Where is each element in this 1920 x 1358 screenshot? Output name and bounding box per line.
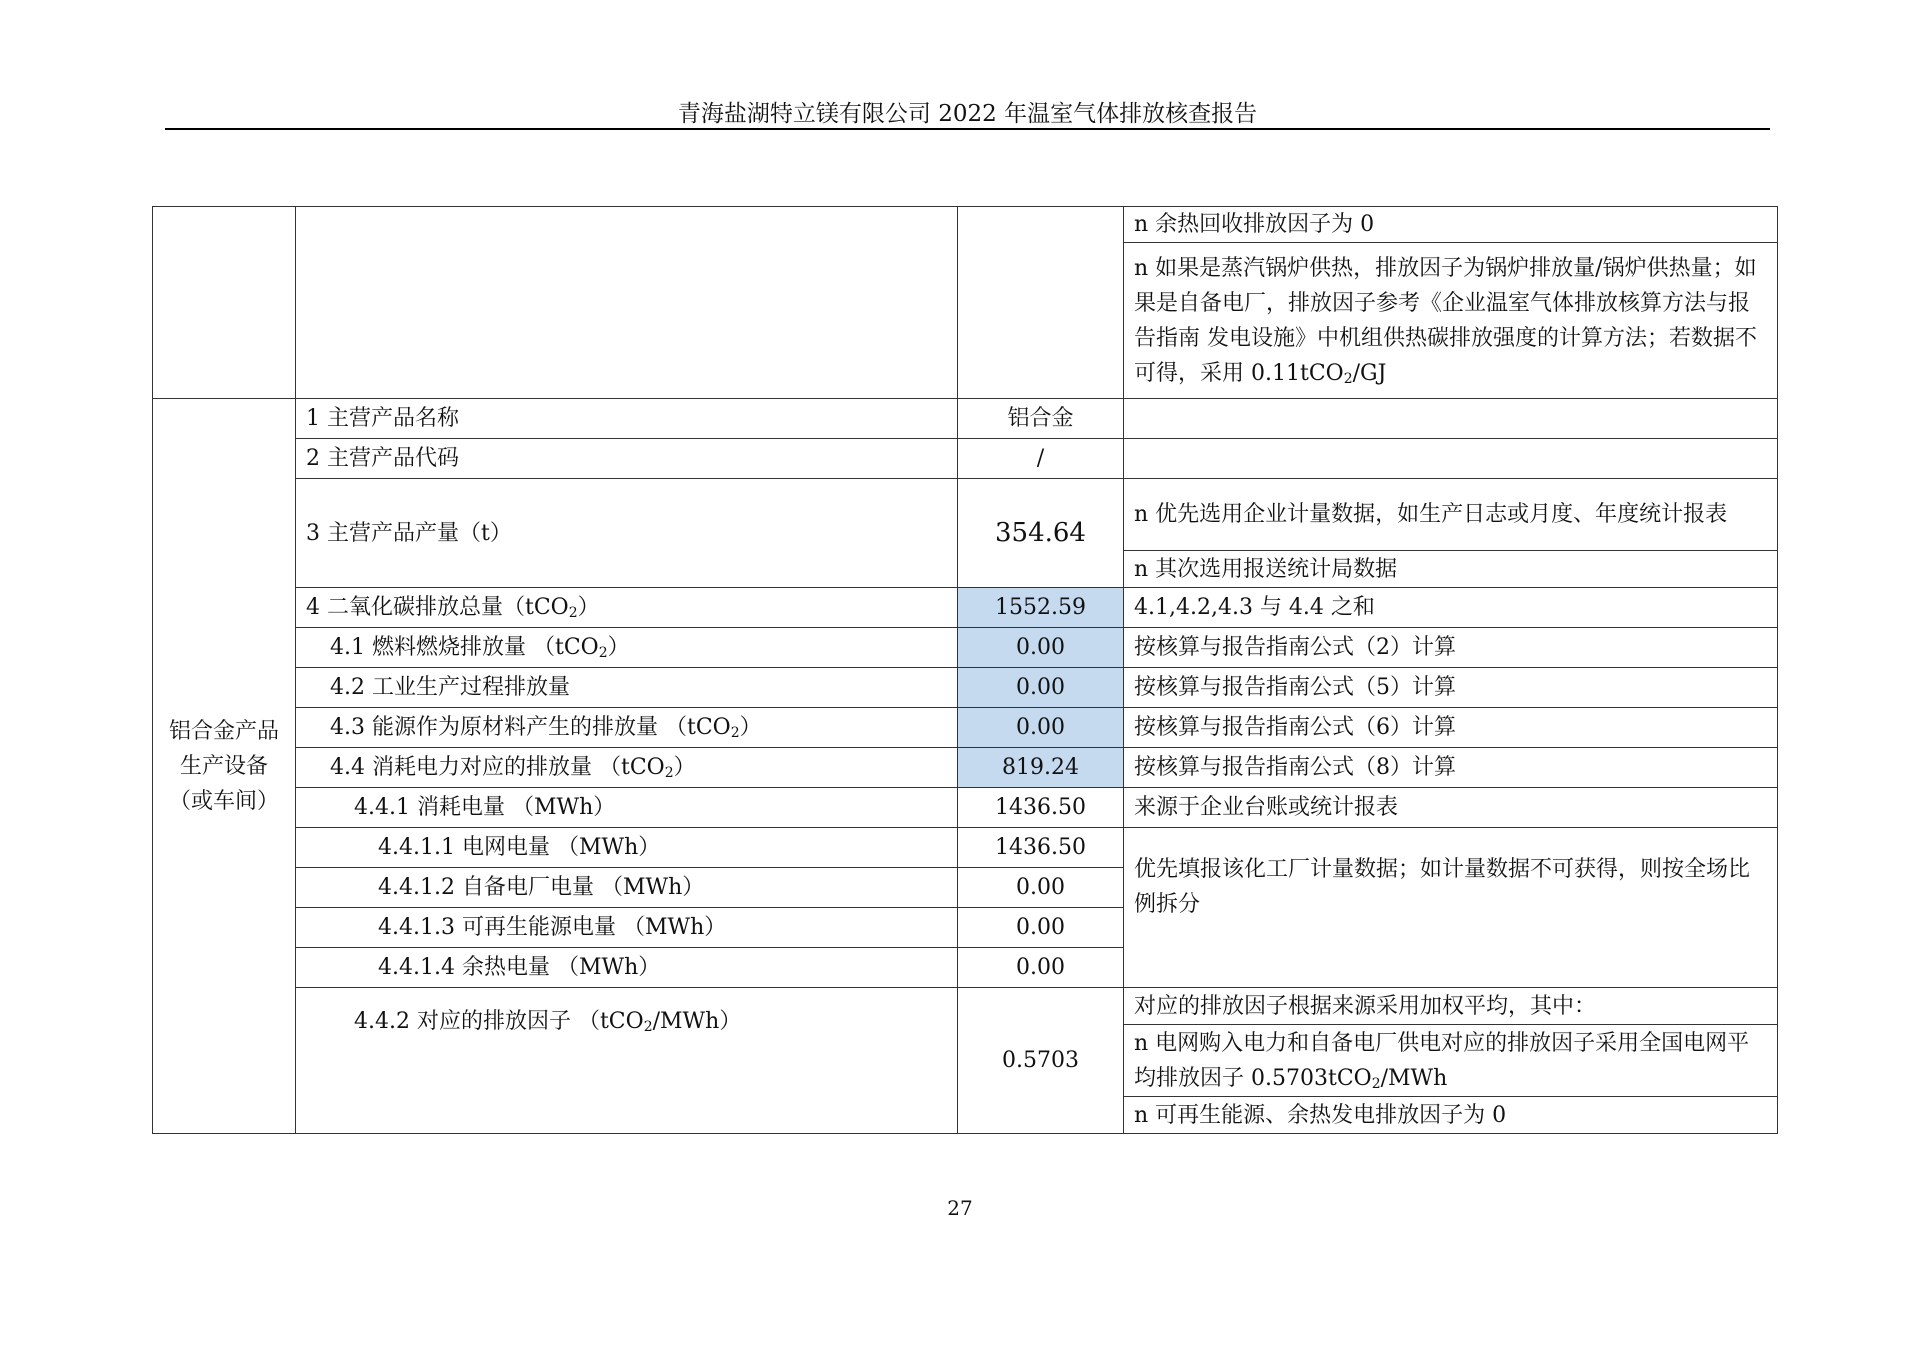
- row-value: 1436.50: [958, 788, 1124, 828]
- row-value: 354.64: [958, 479, 1124, 588]
- table-row: [153, 588, 1778, 628]
- row-label: 4.1 燃料燃烧排放量 （tCO$_2$）: [296, 628, 958, 668]
- emissions-table: [152, 206, 1778, 1134]
- row-note: 优先填报该化工厂计量数据；如计量数据不可获得，则按全场比例拆分: [1124, 828, 1778, 988]
- row-note: n 可再生能源、余热发电排放因子为 0: [1124, 1097, 1778, 1134]
- row-value: 铝合金: [958, 399, 1124, 439]
- row-value: 1552.59: [958, 588, 1124, 628]
- row-note: 按核算与报告指南公式（6）计算: [1124, 708, 1778, 748]
- table-row: [153, 828, 1778, 868]
- row-label: 4.4.2 对应的排放因子 （tCO$_2$/MWh）: [296, 988, 958, 1134]
- row-label: 4.4 消耗电力对应的排放量 （tCO$_2$）: [296, 748, 958, 788]
- table-row: [153, 479, 1778, 551]
- report-header: 青海盐湖特立镁有限公司 2022 年温室气体排放核查报告: [677, 101, 1258, 127]
- row-note: [1124, 399, 1778, 439]
- table-row: [153, 748, 1778, 788]
- row-note: 4.1,4.2,4.3 与 4.4 之和: [1124, 588, 1778, 628]
- table-row: [153, 668, 1778, 708]
- note-waste-heat: n 余热回收排放因子为 0: [1124, 207, 1778, 243]
- row-value: 0.00: [958, 628, 1124, 668]
- row-note: n 优先选用企业计量数据，如生产日志或月度、年度统计报表: [1124, 479, 1778, 551]
- table-row: [153, 708, 1778, 748]
- table-row: [153, 628, 1778, 668]
- row-value: 0.00: [958, 948, 1124, 988]
- table-row: [153, 399, 1778, 439]
- row-value: 1436.50: [958, 828, 1124, 868]
- category-cell: 铝合金产品生产设备（或车间）: [153, 399, 296, 1134]
- note-steam-boiler: n 如果是蒸汽锅炉供热，排放因子为锅炉排放量/锅炉供热量；如果是自备电厂，排放因子参考《企业温室气体排放核算方法与报告指南 发电设施》中机组供热碳排放强度的计算方法；若数据不可得，采用 0.11tCO$_2$/GJ: [1124, 243, 1778, 399]
- row-label: 4.2 工业生产过程排放量: [296, 668, 958, 708]
- cell-empty: [296, 207, 958, 399]
- table-row: [153, 207, 1778, 243]
- row-value: 0.00: [958, 908, 1124, 948]
- cell-empty: [958, 207, 1124, 399]
- row-value: 0.00: [958, 868, 1124, 908]
- header-rule: [165, 128, 1770, 130]
- row-note: n 电网购入电力和自备电厂供电对应的排放因子采用全国电网平均排放因子 0.5703tCO$_2$/MWh: [1124, 1025, 1778, 1097]
- row-label: 4.4.1.2 自备电厂电量 （MWh）: [296, 868, 958, 908]
- table-row: [153, 988, 1778, 1025]
- row-value: 0.00: [958, 668, 1124, 708]
- row-note: 按核算与报告指南公式（5）计算: [1124, 668, 1778, 708]
- row-note: 按核算与报告指南公式（8）计算: [1124, 748, 1778, 788]
- row-value: /: [958, 439, 1124, 479]
- row-label: 4 二氧化碳排放总量（tCO$_2$）: [296, 588, 958, 628]
- row-note: 按核算与报告指南公式（2）计算: [1124, 628, 1778, 668]
- row-note: [1124, 439, 1778, 479]
- row-label: 4.4.1 消耗电量 （MWh）: [296, 788, 958, 828]
- row-label: 4.4.1.4 余热电量 （MWh）: [296, 948, 958, 988]
- row-label: 3 主营产品产量（t）: [296, 479, 958, 588]
- row-label: 4.4.1.3 可再生能源电量 （MWh）: [296, 908, 958, 948]
- table-row: [153, 439, 1778, 479]
- row-note: 来源于企业台账或统计报表: [1124, 788, 1778, 828]
- row-label: 2 主营产品代码: [296, 439, 958, 479]
- cell-empty: [153, 207, 296, 399]
- row-value: 819.24: [958, 748, 1124, 788]
- page-number: 27: [947, 1196, 973, 1220]
- row-note: 对应的排放因子根据来源采用加权平均，其中：: [1124, 988, 1778, 1025]
- row-value: 0.00: [958, 708, 1124, 748]
- row-label: 4.4.1.1 电网电量 （MWh）: [296, 828, 958, 868]
- row-label: 4.3 能源作为原材料产生的排放量 （tCO$_2$）: [296, 708, 958, 748]
- row-note: n 其次选用报送统计局数据: [1124, 551, 1778, 588]
- row-label: 1 主营产品名称: [296, 399, 958, 439]
- row-value: 0.5703: [958, 988, 1124, 1134]
- table-row: [153, 788, 1778, 828]
